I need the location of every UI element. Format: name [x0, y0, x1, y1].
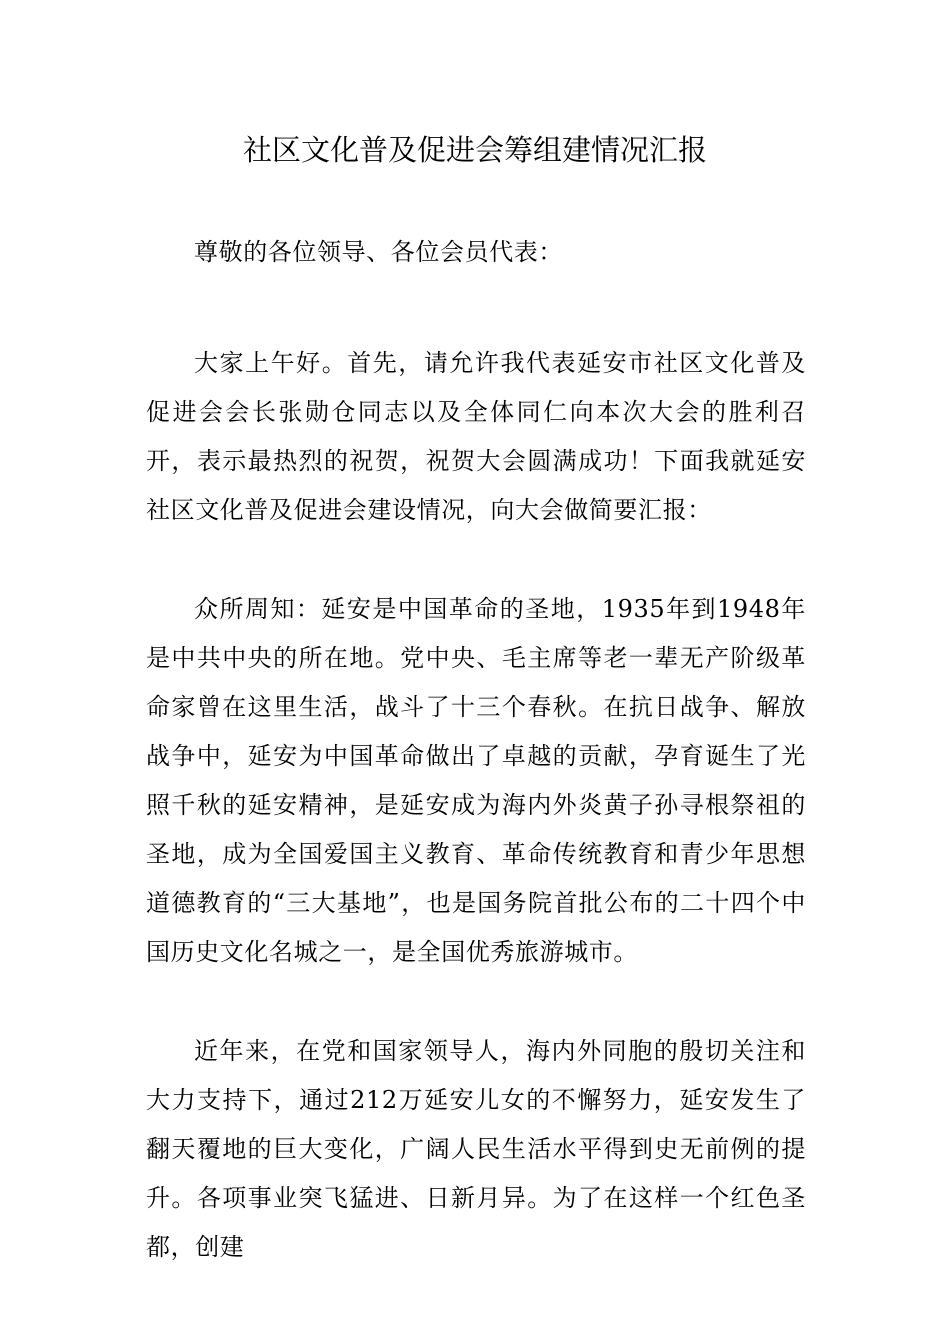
- paragraph-development: 近年来，在党和国家领导人，海内外同胞的殷切关注和大力支持下，通过212万延安儿女的不懈努力，延安发生了翻天覆地的巨大变化，广阔人民生活水平得到史无前例的提升。各项事业突飞猛进、日新月异。为了在这样一个红色圣都，创建: [146, 1037, 806, 1261]
- paragraph-history: 众所周知：延安是中国革命的圣地，1935年到1948年是中共中央的所在地。党中央、毛主席等老一辈无产阶级革命家曾在这里生活，战斗了十三个春秋。在抗日战争、解放战争中，延安为中国革命做出了卓越的贡献，孕育诞生了光照千秋的延安精神，是延安成为海内外炎黄子孙寻根祭祖的圣地，成为全国爱国主义教育、革命传统教育和青少年思想道德教育的“三大基地”，也是国务院首批公布的二十四个中国历史文化名城之一，是全国优秀旅游城市。: [146, 595, 806, 966]
- document-body: [146, 228, 806, 1322]
- paragraph-greeting: 大家上午好。首先，请允许我代表延安市社区文化普及促进会会长张勋仓同志以及全体同仁向本次大会的胜利召开，表示最热烈的祝贺，祝贺大会圆满成功！下面我就延安社区文化普及促进会建设情况，向大会做简要汇报：: [146, 349, 806, 524]
- document-title: 社区文化普及促进会筹组建情况汇报: [242, 133, 707, 167]
- salutation: 尊敬的各位领导、各位会员代表：: [194, 238, 563, 266]
